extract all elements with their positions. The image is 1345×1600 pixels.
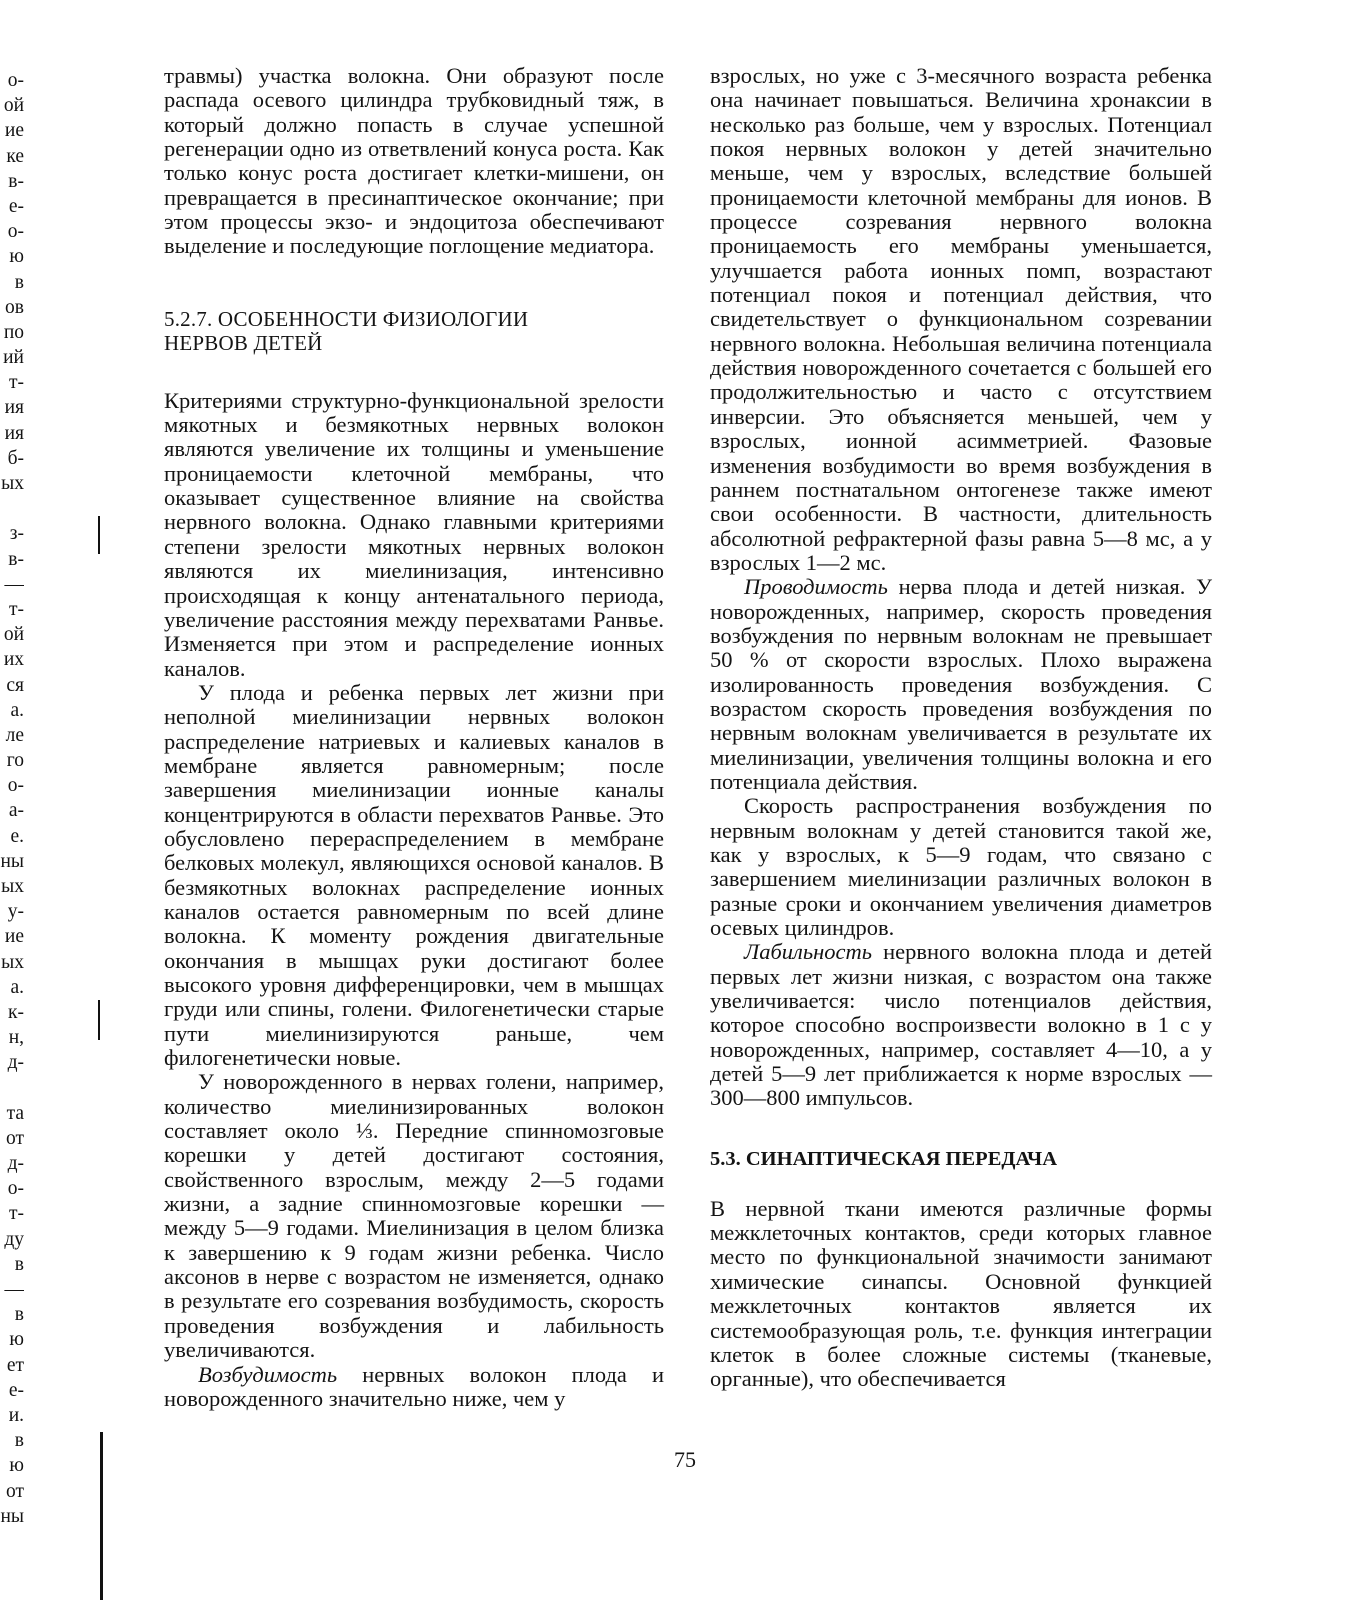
edge-fragment: ия [4, 422, 24, 444]
edge-fragment: н, [8, 1027, 24, 1049]
edge-fragment [0, 496, 24, 521]
edge-fragment: о- [7, 221, 24, 243]
edge-fragment: ны [0, 850, 24, 872]
edge-fragment: ся [6, 674, 24, 696]
edge-fragment: ду [4, 1228, 24, 1250]
edge-fragment: в [14, 1253, 24, 1275]
edge-fragment: ке [6, 145, 24, 167]
paragraph-text: нервных волокон плода и новорожденного значительно ниже, чем у [164, 1361, 664, 1411]
edge-fragment: з- [9, 523, 24, 545]
paragraph-text: нервного волокна плода и детей первых лет жизни низкая, с возрастом она также увеличивается: число потенциалов действия, которое способно воспроизвести волокно в 1 с у новорожденных, например, составляет 4—10, а у детей 5—9 лет приближается к норме взрослых — 300—800 импульсов. [710, 939, 1212, 1111]
edge-fragment: в- [8, 170, 24, 192]
edge-fragment: го [6, 750, 24, 772]
paragraph: травмы) участка волокна. Они образуют после распада осевого цилиндра трубковидный тяж, в который должно попасть в случае успешной регенерации одно из ответвлений конуса роста. Как только конус роста достигает клетки-мишени, он превращается в пресинаптическое окончание; при этом процессы экзо- и эндоцитоза обеспечивают выделение и последующие поглощение медиатора. [164, 63, 664, 259]
edge-fragment: ых [1, 473, 24, 494]
italic-term: Лабильность [744, 939, 872, 965]
edge-fragment: от [5, 1127, 24, 1149]
left-column [164, 64, 664, 1411]
edge-fragment: т- [8, 598, 24, 620]
edge-fragment: ет [6, 1354, 24, 1376]
edge-fragment: а. [10, 699, 24, 721]
subsection-heading-line: НЕРВОВ ДЕТЕЙ [164, 330, 323, 355]
italic-term: Проводимость [744, 574, 888, 600]
edge-fragment: в [14, 271, 24, 293]
edge-fragment: е- [8, 1379, 24, 1401]
margin-mark [98, 516, 100, 554]
edge-fragment: от [5, 1480, 24, 1502]
edge-fragment: — [4, 1279, 24, 1300]
subsection-heading-line: 5.2.7. ОСОБЕННОСТИ ФИЗИОЛОГИИ [164, 306, 529, 331]
edge-fragment: ю [9, 1329, 24, 1351]
paragraph: У новорожденного в нервах голени, например, количество миелинизированных волокон составляет около ⅓. Передние спинномозговые корешки у детей достигают состояния, свойственного взрослым, между 2—5 годами жизни, а задние спинномозговые корешки — между 5—9 годами. Миелинизация в целом близка к завершению к 9 годам жизни ребенка. Число аксонов в нерве с возрастом не изменяется, однако в результате его созревания возбудимость, скорость проведения возбуждения и лабильность увеличиваются. [164, 1069, 664, 1363]
section-heading: 5.3. СИНАПТИЧЕСКАЯ ПЕРЕДАЧА [710, 1147, 1058, 1170]
edge-fragment: о- [7, 70, 24, 91]
edge-fragment: ых [1, 951, 24, 973]
edge-fragment: ий [3, 347, 24, 369]
edge-fragment: е. [10, 825, 24, 847]
edge-fragment: о- [7, 1178, 24, 1200]
paragraph: В нервной ткани имеются различные формы межклеточных контактов, среди которых главное место по функциональной значимости занимают химические синапсы. Основной функцией межклеточных контактов является их системообразующая роль, т.е. функция интеграции клеток в более сложные системы (тканевые, органные), что обеспечивается [710, 1195, 1212, 1392]
edge-fragment: ой [3, 95, 24, 117]
margin-mark [98, 1000, 100, 1040]
edge-fragment: е- [8, 195, 24, 217]
margin-mark [100, 1432, 103, 1600]
edge-fragment: д- [7, 1153, 24, 1175]
edge-fragment: ия [4, 397, 24, 419]
edge-fragment: в [14, 1430, 24, 1452]
italic-term: Возбудимость [198, 1361, 338, 1387]
edge-fragment: ие [4, 926, 24, 948]
edge-fragment: к- [8, 1001, 24, 1023]
paragraph: Скорость распространения возбуждения по нервным волокнам у детей становится такой же, как у взрослых, к 5—9 годам, что связано с завершением миелинизации различных волокон в разные сроки и окончанием увеличения диаметров осевых цилиндров. [710, 793, 1212, 941]
edge-fragment: и. [8, 1404, 24, 1426]
paragraph: взрослых, но уже с 3-месячного возраста ребенка она начинает повышаться. Величина хронаксии в несколько раз больше, чем у взрослых. Потенциал покоя нервных волокон у детей значительно меньше, чем у взрослых, вследствие большей проницаемости клеточной мембраны для ионов. В процессе созревания нервного волокна проницаемость его мембраны уменьшается, улучшается работа ионных помп, возрастают потенциал покоя и потенциал действия, что свидетельствует о функциональном созревании нервного волокна. Небольшая величина потенциала действия новорожденного сочетается с большей его продолжительностью и часто с отсутствием инверсии. Это объясняется меньшей, чем у взрослых, ионной асимметрией. Фазовые изменения возбудимости во время возбуждения в раннем постнатальном онтогенезе также имеют свои особенности. В частности, длительность абсолютной рефрактерной фазы равна 5—8 мс, а у взрослых 1—2 мс. [710, 63, 1212, 575]
edge-fragment: ов [5, 296, 24, 318]
subsection-heading [164, 307, 664, 355]
edge-fragment: т- [8, 1203, 24, 1225]
edge-fragment: ю [9, 1455, 24, 1477]
paragraph-text: нерва плода и детей низкая. У новорожденных, например, скорость проведения возбуждения по нервным волокнам не превышает 50 % от скорости взрослых. Плохо выражена изолированность проведения возбуждения. С возрастом скорость проведения возбуждения по нервным волокнам увеличивается в результате их миелинизации, увеличения толщины волокна и его потенциала действия. [710, 574, 1212, 794]
edge-fragment: та [6, 1102, 24, 1124]
edge-fragment: в- [8, 548, 24, 570]
edge-fragment: а- [8, 800, 24, 822]
edge-fragment: их [3, 649, 24, 671]
page-number: 75 [674, 1447, 696, 1472]
edge-fragment: д- [7, 1052, 24, 1074]
paragraph [710, 575, 1212, 794]
edge-fragment: ых [1, 876, 24, 897]
edge-fragment: — [4, 573, 24, 595]
edge-fragment: ле [5, 724, 24, 746]
paragraph [710, 940, 1212, 1110]
edge-fragment: по [3, 321, 24, 343]
edge-fragment: в [14, 1304, 24, 1326]
edge-fragment: ю [9, 246, 24, 268]
edge-fragment: т- [8, 372, 24, 394]
edge-fragment [0, 1076, 24, 1101]
paragraph: У плода и ребенка первых лет жизни при неполной миелинизации нервных волокон распределение натриевых и калиевых каналов в мембране является равномерным; после завершения миелинизации ионные каналы концентрируются в области перехватов Ранвье. Это обусловлено перераспределением в мембране белковых молекул, являющихся основой каналов. В безмякотных волокнах распределение ионных каналов остается равномерным по всей длине волокна. К моменту рождения двигательные окончания в мышцах руки достигают более высокого уровня дифференцировки, чем в мышцах груди или спины, голени. Филогенетически старые пути миелинизируются раньше, чем филогенетически новые. [164, 679, 664, 1071]
paragraph [164, 1363, 664, 1412]
paragraph: Критериями структурно-функциональной зрелости мякотных и безмякотных нервных волокон являются увеличение их толщины и уменьшение проницаемости клеточной мембраны, что оказывает существенное влияние на свойства нервного волокна. Однако главными критериями степени зрелости мякотных нервных волокон являются их миелинизация, интенсивно происходящая к концу антенатального периода, увеличение расстояния между перехватами Ранвье. Изменяется при этом и распределение ионных каналов. [164, 387, 664, 681]
edge-fragment: о- [7, 775, 24, 797]
edge-fragment: у- [7, 901, 24, 923]
edge-fragment: б- [7, 447, 24, 469]
edge-fragment: а. [10, 976, 24, 998]
right-column [710, 64, 1212, 1392]
edge-fragment: ие [4, 120, 24, 142]
previous-page-edge [0, 68, 24, 1529]
edge-fragment: ны [0, 1505, 24, 1527]
edge-fragment: ой [3, 624, 24, 646]
